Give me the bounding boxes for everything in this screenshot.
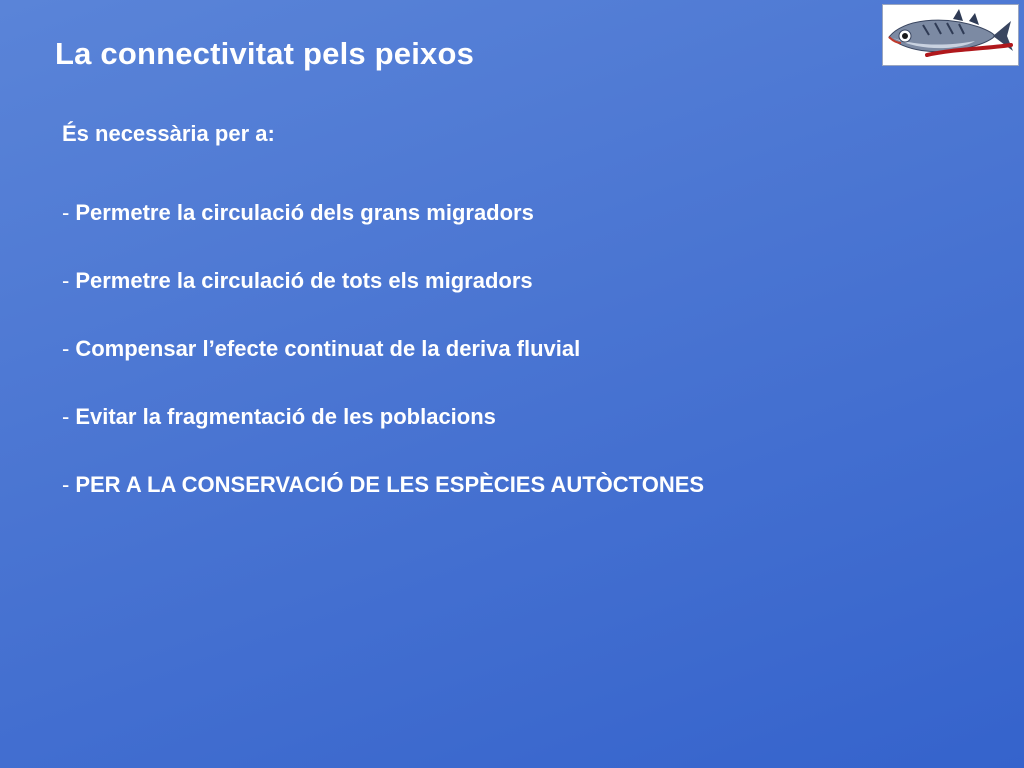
bullet-text: Compensar l’efecte continuat de la deriva fluvial xyxy=(75,336,581,361)
bullet-text: Evitar la fragmentació de les poblacions xyxy=(75,404,496,429)
bullet-dash: - xyxy=(62,336,70,361)
bullet-text: PER A LA CONSERVACIÓ DE LES ESPÈCIES AUTÒCTONES xyxy=(75,472,705,497)
sorello-logo xyxy=(882,4,1019,66)
slide-title: La connectivitat pels peixos xyxy=(55,36,475,71)
bullet-text: Permetre la circulació dels grans migradors xyxy=(75,200,534,225)
bullet-dash: - xyxy=(62,268,70,293)
bullet-dash: - xyxy=(62,404,70,429)
list-item xyxy=(62,469,962,537)
slide-body xyxy=(62,118,962,537)
list-item xyxy=(62,333,962,401)
intro-text: És necessària per a: xyxy=(62,121,275,146)
bullet-dash: - xyxy=(62,472,70,497)
list-item xyxy=(62,197,962,265)
bullet-list xyxy=(62,197,962,537)
list-item xyxy=(62,401,962,469)
bullet-text: Permetre la circulació de tots els migradors xyxy=(75,268,533,293)
list-item xyxy=(62,265,962,333)
fish-logo-icon xyxy=(883,5,1018,65)
bullet-dash: - xyxy=(62,200,70,225)
